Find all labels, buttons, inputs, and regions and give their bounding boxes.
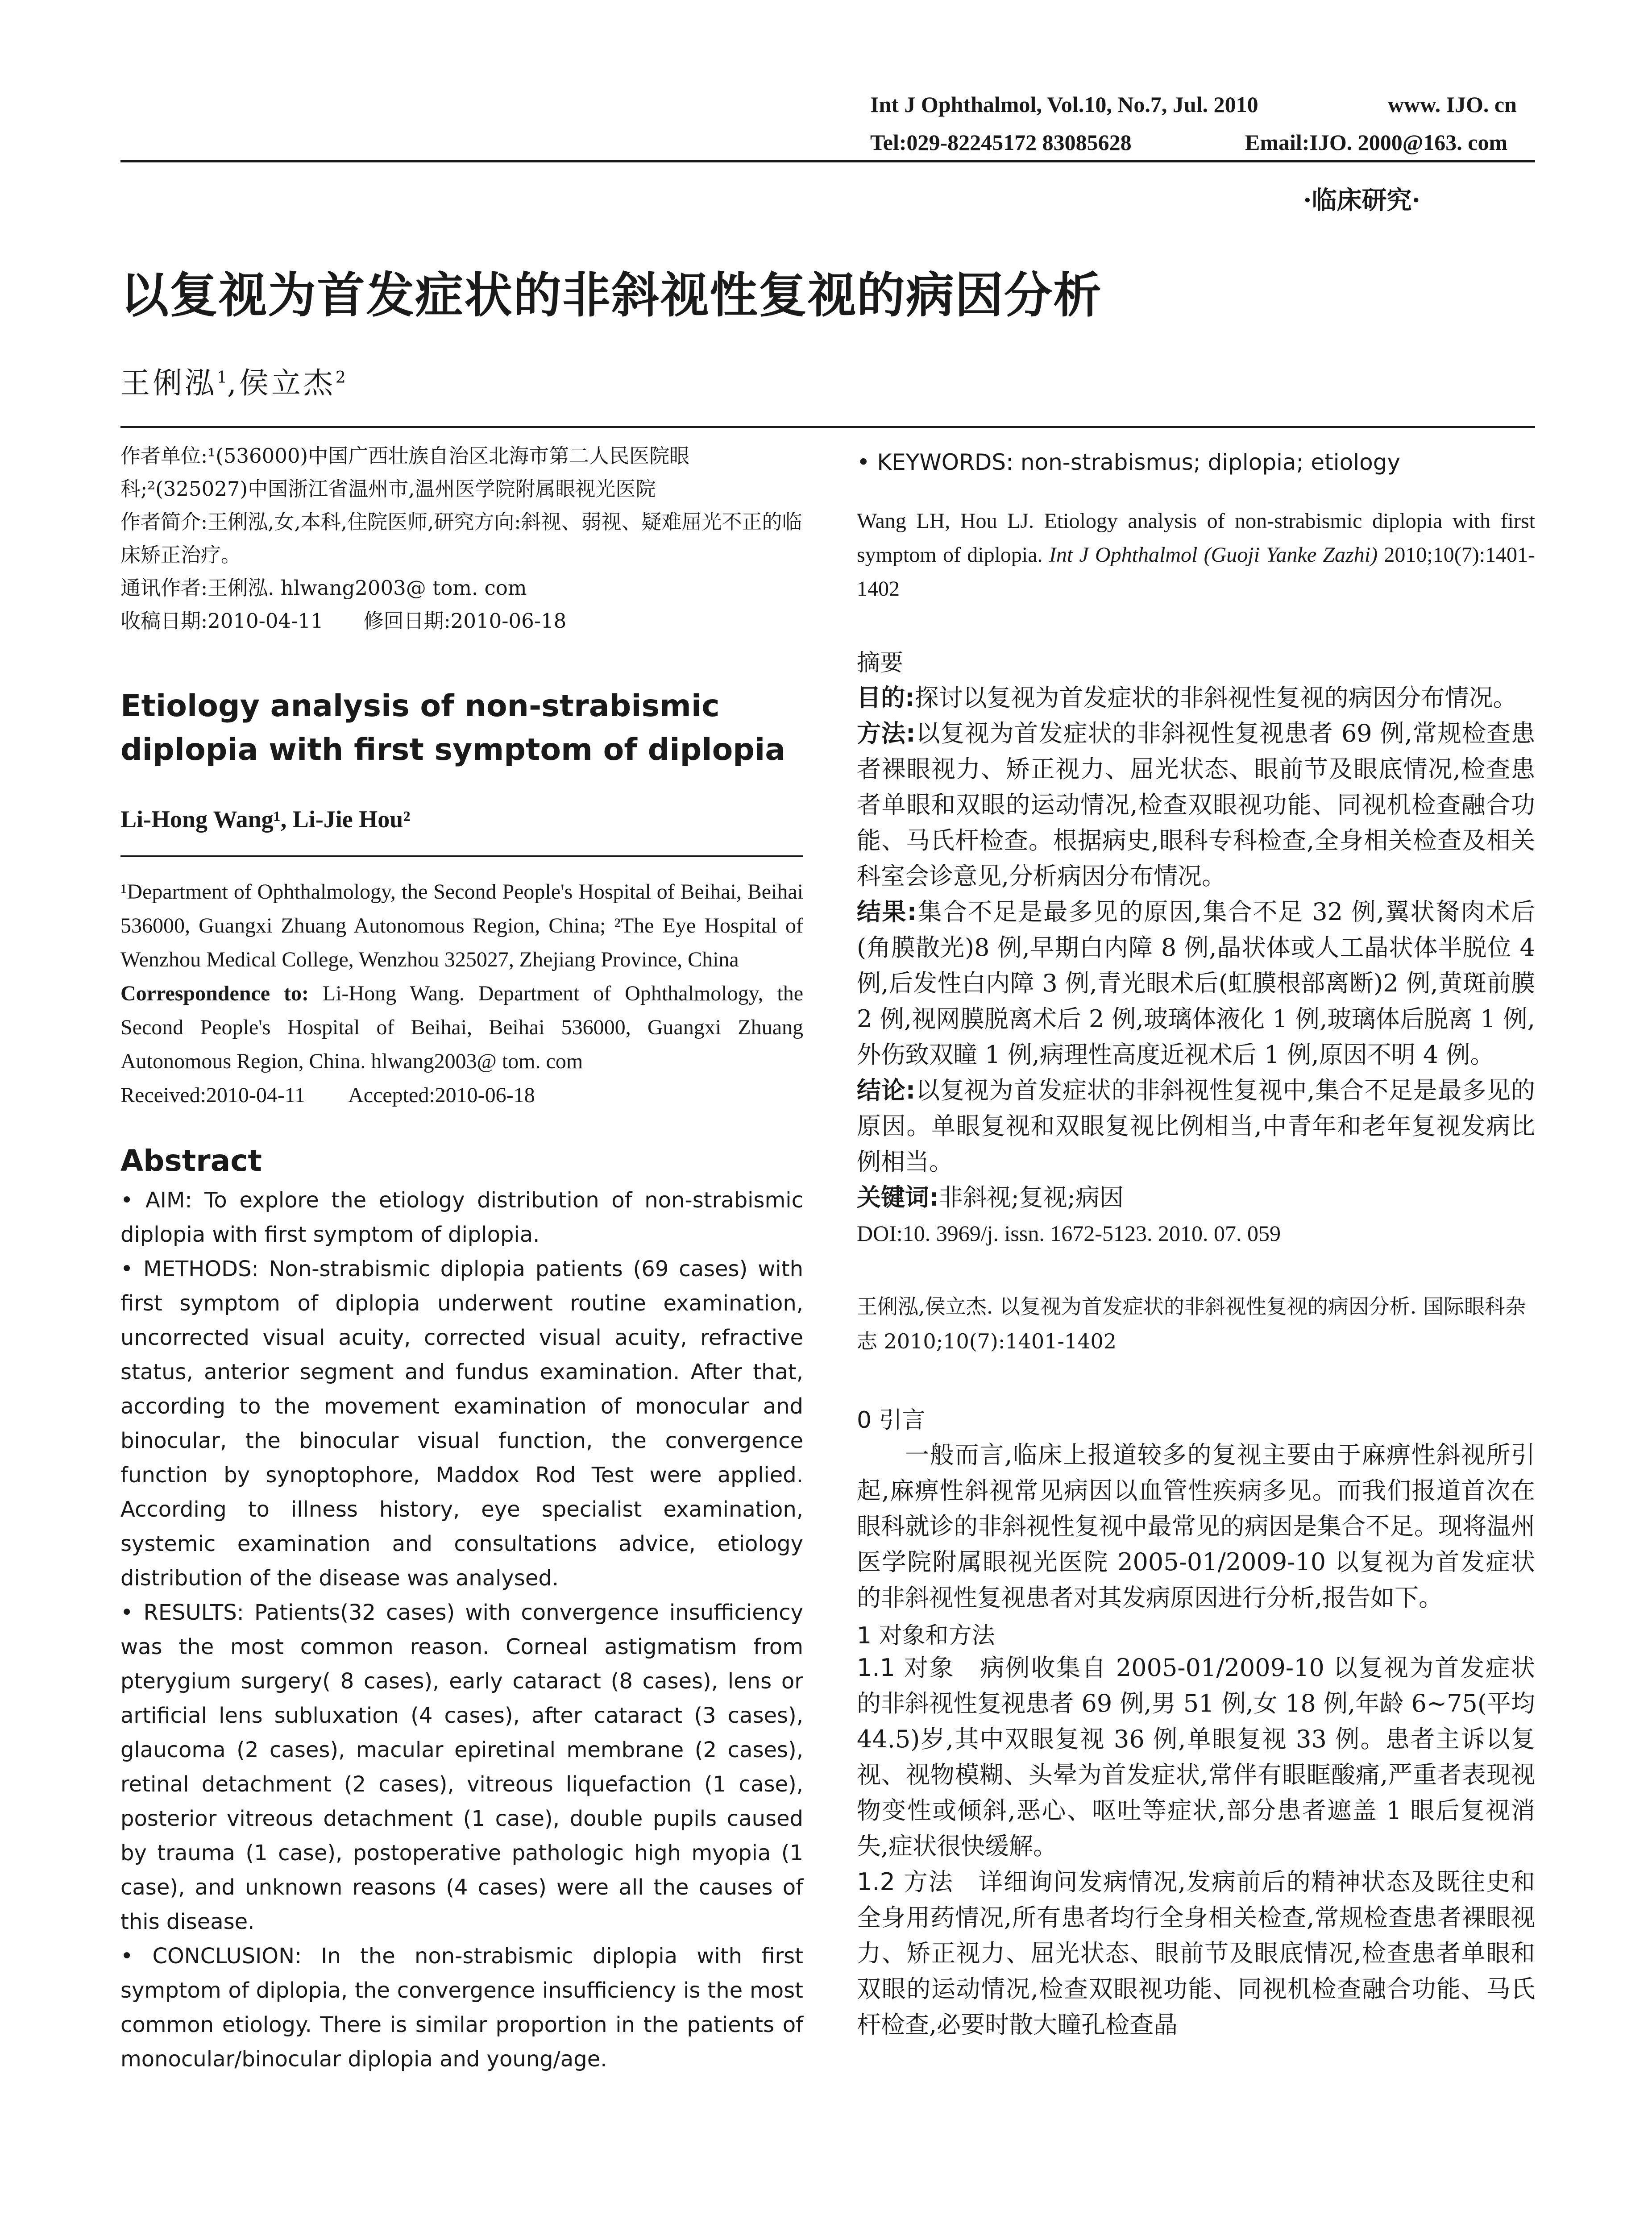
aim-label: • AIM: xyxy=(120,1188,192,1213)
author-1-sup: 1 xyxy=(217,369,227,387)
methods-cn-text: 以复视为首发症状的非斜视性复视患者 69 例,常规检查患者裸眼视力、矫正视力、屈光状态、眼前节及眼底情况,检查患者单眼和双眼的运动情况,检查双眼视功能、同视机检查融合功能、马氏杆检查。根据病史,眼科专科检查,全身相关检查及相关科室会诊意见,分析病因分布情况。 xyxy=(857,719,1535,890)
corresponding-author: 通讯作者:王俐泓. hlwang2003@ tom. com xyxy=(120,576,527,600)
abstract-conclusion xyxy=(120,1939,803,2077)
english-title: Etiology analysis of non-strabismic diplopia with first symptom of diplopia xyxy=(120,688,786,767)
methods-cn-label: 方法: xyxy=(857,719,916,747)
section-1-1-label: 1.1 对象 xyxy=(857,1654,955,1682)
aim-text: To explore the etiology distribution of non-strabismic diplopia with first symptom of diplopia. xyxy=(120,1188,803,1247)
author-2-sup: 2 xyxy=(335,369,346,387)
citation-cn: 王俐泓,侯立杰. 以复视为首发症状的非斜视性复视的病因分析. 国际眼科杂志 2010;10(7):1401-1402 xyxy=(857,1294,1526,1353)
abstract-heading: Abstract xyxy=(120,1144,262,1178)
intro-text: 一般而言,临床上报道较多的复视主要由于麻痹性斜视所引起,麻痹性斜视常见病因以血管性疾病多见。而我们报道首次在眼科就诊的非斜视性复视中最常见的病因是集合不足。现将温州医学院附属眼视光医院 2005-01/2009-10 以复视为首发症状的非斜视性复视患者对其发病原因进行分析,报告如下。 xyxy=(857,1441,1535,1612)
conclusion-text: In the non-strabismic diplopia with first symptom of diplopia, the convergence insufficiency is the most common etiology. There is similar proportion in the patients of monocular/binocular diplopia and young/age. xyxy=(120,1944,804,2072)
abstract-methods xyxy=(120,1252,803,1596)
section-1-2 xyxy=(857,1864,1535,2043)
summary-conclusion xyxy=(857,1073,1535,1180)
dates-cn: 收稿日期:2010-04-11 修回日期:2010-06-18 xyxy=(120,609,567,633)
affiliation-cn xyxy=(120,440,803,638)
section1-heading: 1 对象和方法 xyxy=(857,1622,995,1649)
affiliation-units: 作者单位:¹(536000)中国广西壮族自治区北海市第二人民医院眼科;²(325027)中国浙江省温州市,温州医学院附属眼视光医院 xyxy=(120,444,690,501)
author-1-name: 王俐泓 xyxy=(120,366,217,400)
abstract-aim xyxy=(120,1183,803,1252)
conclusion-cn-label: 结论: xyxy=(857,1076,916,1104)
summary-methods xyxy=(857,716,1535,894)
doi: DOI:10. 3969/j. issn. 1672-5123. 2010. 07. 059 xyxy=(857,1221,1281,1246)
journal-phone: Tel:029-82245172 83085628 xyxy=(870,130,1132,155)
english-authors-rule xyxy=(120,855,803,857)
section-1-2-text: 详细询问发病情况,发病前后的精神状态及既往史和全身用药情况,所有患者均行全身相关检查,常规检查患者裸眼视力、矫正视力、屈光状态、眼前节及眼底情况,检查患者单眼和双眼的运动情况,检查双眼视功能、同视机检查融合功能、马氏杆检查,必要时散大瞳孔检查晶 xyxy=(857,1868,1535,2039)
results-cn-label: 结果: xyxy=(857,898,917,926)
correspondence-text: Li-Hong Wang. Department of Ophthalmology, the Second People's Hospital of Beihai, Beihai 536000, Guangxi Zhuang Autonomous Region, China. hlwang2003@ tom. com xyxy=(120,982,803,1073)
header-rule xyxy=(120,160,1535,162)
journal-website: www. IJO. cn xyxy=(1388,92,1517,117)
section-1-1 xyxy=(857,1650,1535,1864)
article-title: 以复视为首发症状的非斜视性复视的病因分析 xyxy=(120,268,1103,323)
conclusion-label: • CONCLUSION: xyxy=(120,1944,302,1969)
objective-text: 探讨以复视为首发症状的非斜视性复视的病因分布情况。 xyxy=(914,684,1517,712)
section-tag: ·临床研究· xyxy=(1303,186,1420,215)
received-dates: Received:2010-04-11 Accepted:2010-06-18 xyxy=(120,1083,535,1107)
conclusion-cn-text: 以复视为首发症状的非斜视性复视中,集合不足是最多见的原因。单眼复视和双眼复视比例相当,中青年和老年复视发病比例相当。 xyxy=(857,1076,1535,1176)
citation-en xyxy=(857,504,1535,606)
abstract-body xyxy=(120,1183,803,2077)
intro-heading: 0 引言 xyxy=(857,1407,926,1434)
correspondence-label: Correspondence to: xyxy=(120,982,309,1005)
section-1-2-label: 1.2 方法 xyxy=(857,1868,954,1896)
methods-text: Non-strabismic diplopia patients (69 cases) with first symptom of diplopia underwent routine examination, uncorrected visual acuity, corrected visual acuity, refractive status, anterior segment and fundus examination. After that, according to the movement examination of monocular and binocular, the binocular visual function, the convergence function by synoptophore, Maddox Rod Test were applied. According to illness history, eye specialist examination, systemic examination and consultations advice, etiology distribution of the disease was analysed. xyxy=(120,1256,804,1591)
summary-body xyxy=(857,680,1535,1215)
author-intro: 作者简介:王俐泓,女,本科,住院医师,研究方向:斜视、弱视、疑难屈光不正的临床矫正治疗。 xyxy=(120,510,802,567)
keywords-cn-label: 关键词: xyxy=(857,1183,939,1211)
author-2-name: 侯立杰 xyxy=(239,366,336,400)
right-column xyxy=(857,445,1535,2043)
english-authors: Li-Hong Wang¹, Li-Jie Hou² xyxy=(120,806,411,833)
english-affiliation: ¹Department of Ophthalmology, the Second People's Hospital of Beihai, Beihai 536000, Guangxi Zhuang Autonomous Region, China; ²The Eye Hospital of Wenzhou Medical College, Wenzhou 325027, Zhejiang Province, China xyxy=(120,880,803,971)
results-text: Patients(32 cases) with convergence insufficiency was the most common reason. Corneal astigmatism from pterygium surgery( 8 cases), early cataract (8 cases), lens or artificial lens subluxation (4 cases), after cataract (3 cases), glaucoma (2 cases), macular epiretinal membrane (2 cases), retinal detachment (2 cases), vitreous liquefaction (1 case), posterior vitreous detachment (1 case), double pupils caused by trauma (1 case), postoperative pathologic high myopia (1 case), and unknown reasons (4 cases) were all the causes of this disease. xyxy=(120,1600,803,1934)
author-separator: , xyxy=(227,366,239,400)
journal-citation-line: Int J Ophthalmol, Vol.10, No.7, Jul. 2010 xyxy=(870,92,1258,117)
authors-cn xyxy=(120,359,346,402)
objective-label: 目的: xyxy=(857,684,915,712)
authors-rule xyxy=(120,426,1535,428)
citation-en-issue: 2010;10(7):1401-1402 xyxy=(857,543,1536,601)
left-column xyxy=(120,440,803,2077)
methods-label: • METHODS: xyxy=(120,1256,259,1281)
citation-en-journal: Int J Ophthalmol (Guoji Yanke Zazhi) xyxy=(1049,543,1378,567)
abstract-results xyxy=(120,1596,803,1939)
section-1-1-text: 病例收集自 2005-01/2009-10 以复视为首发症状的非斜视性复视患者 69 例,男 51 例,女 18 例,年龄 6~75(平均 44.5)岁,其中双眼复视 36 例,单眼复视 33 例。患者主诉以复视、视物模糊、头晕为首发症状,常伴有眼眶酸痛,严重者表现视物变性或倾斜,恶心、呕吐等症状,部分患者遮盖 1 眼后复视消失,症状很快缓解。 xyxy=(857,1654,1535,1860)
keywords-cn-text: 非斜视;复视;病因 xyxy=(938,1183,1124,1211)
summary-keywords xyxy=(857,1180,1535,1215)
results-label: • RESULTS: xyxy=(120,1600,244,1625)
journal-email: Email:IJO. 2000@163. com xyxy=(1245,130,1508,155)
keywords-en: • KEYWORDS: non-strabismus; diplopia; etiology xyxy=(857,449,1401,475)
correspondence xyxy=(120,977,803,1078)
summary-heading: 摘要 xyxy=(857,650,904,676)
citation-en-authors-title: Wang LH, Hou LJ. Etiology analysis of non-strabismic diplopia with first symptom of diplopia. xyxy=(857,509,1535,567)
summary-objective xyxy=(857,680,1535,716)
summary-results xyxy=(857,894,1535,1073)
results-cn-text: 集合不足是最多见的原因,集合不足 32 例,翼状胬肉术后(角膜散光)8 例,早期白内障 8 例,晶状体或人工晶状体半脱位 4 例,后发性白内障 3 例,青光眼术后(虹膜根部离断)2 例,黄斑前膜 2 例,视网膜脱离术后 2 例,玻璃体液化 1 例,玻璃体后脱离 1 例,外伤致双瞳 1 例,病理性高度近视术后 1 例,原因不明 4 例。 xyxy=(857,898,1535,1069)
